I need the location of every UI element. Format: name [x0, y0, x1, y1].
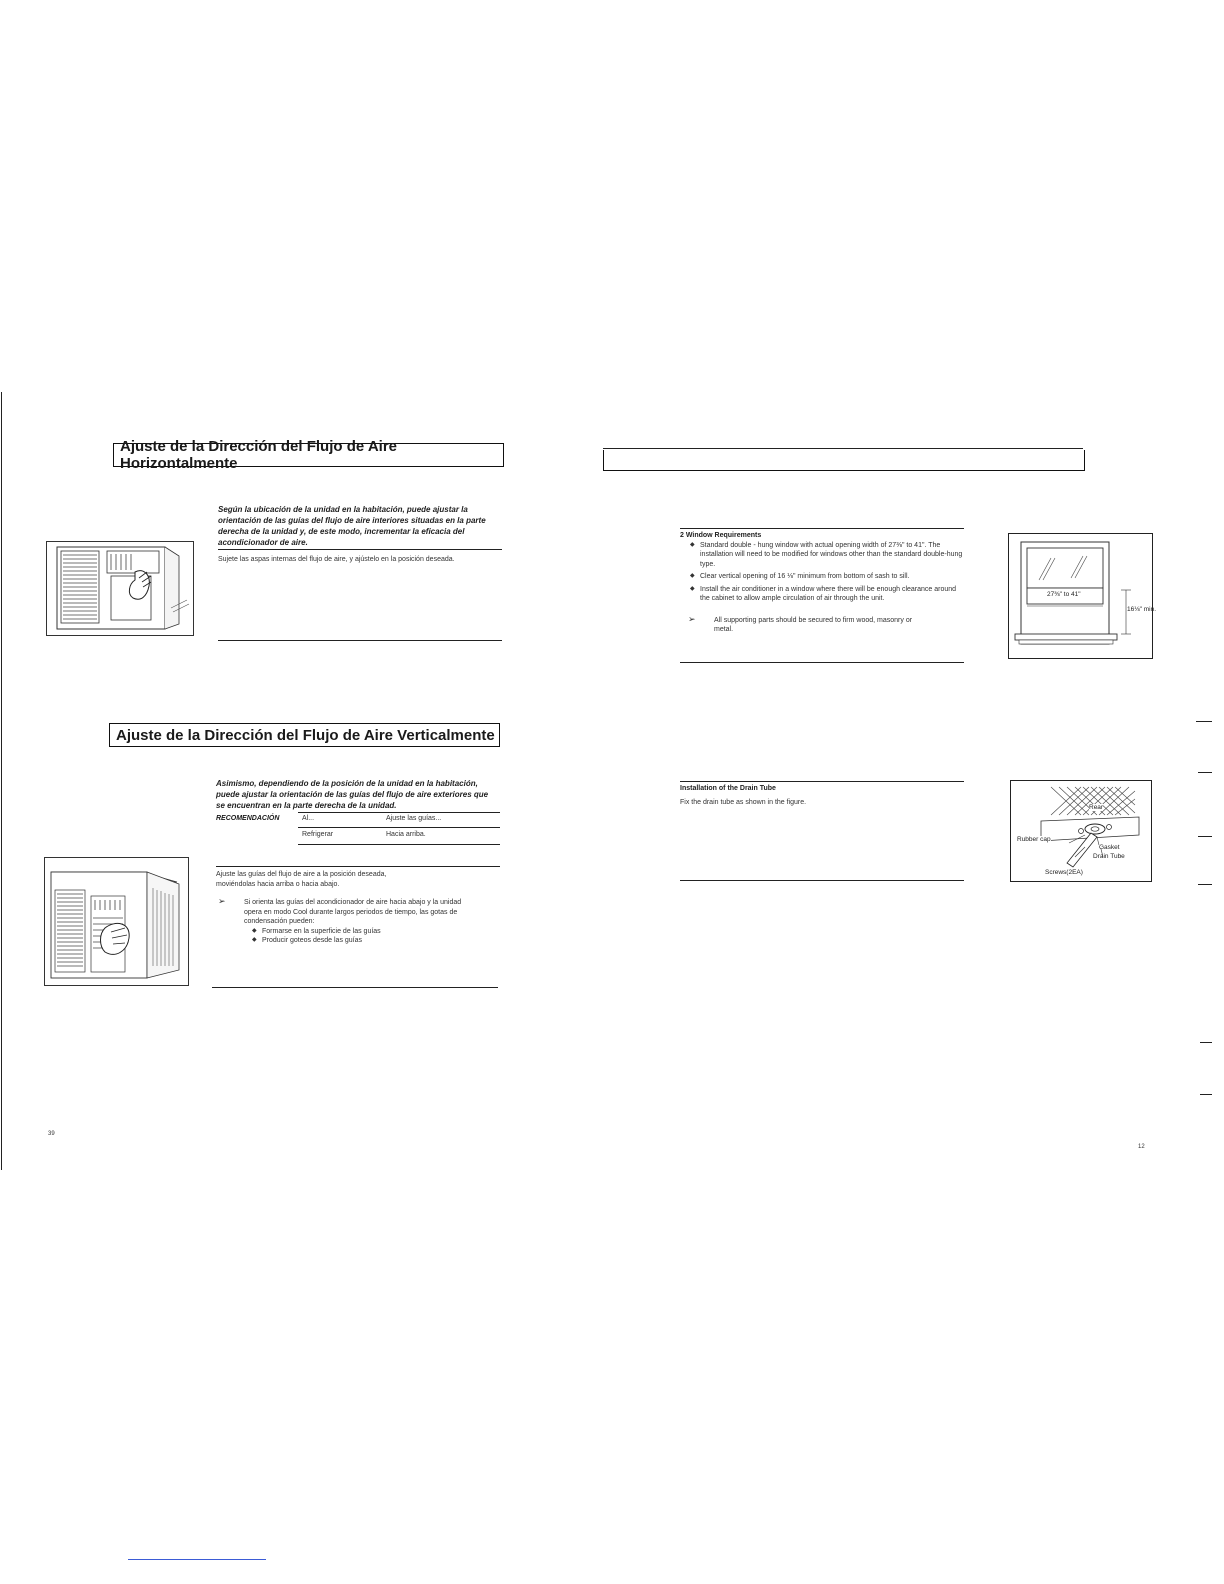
requirement-bullet: ◆ Install the air conditioner in a window where there will be enough clearance around the cabinet to allow ample circulation of air through the unit. — [688, 585, 965, 604]
section-title-horizontal — [113, 438, 504, 472]
drain-tube-heading: Installation of the Drain Tube — [680, 785, 776, 792]
drain-tube-text: Fix the drain tube as shown in the figure. — [680, 798, 807, 806]
recommendation-label: RECOMENDACIÓN — [216, 815, 280, 822]
section-rule — [680, 528, 964, 529]
window-width-label: 27⅜" to 41" — [1047, 591, 1081, 598]
table-rule — [298, 827, 500, 828]
section-title-text: Ajuste de la Dirección del Flujo de Aire Horizontalmente — [120, 438, 398, 472]
condensation-note — [216, 898, 466, 946]
note-text: ➢ Si orienta las guías del acondicionador de aire hacia abajo y la unidad opera en modo Cool durante largos periodos de tiempo, las gotas de condensación pueden: — [216, 898, 466, 927]
section-rule — [218, 549, 502, 550]
table-header-col2: Ajuste las guías... — [386, 815, 442, 822]
window-height-label: 16⅛" min. — [1127, 606, 1157, 613]
edge-tick — [1200, 1042, 1212, 1043]
section-rule — [680, 880, 964, 881]
note-bullet: ◆ Formarse en la superficie de las guías — [250, 927, 466, 937]
section-rule — [216, 866, 500, 867]
label-rear: Rear — [1089, 804, 1104, 811]
left-page-edge — [1, 392, 2, 1170]
table-cell-mode: Refrigerar — [302, 831, 334, 838]
table-cell-direction: Hacia arriba. — [386, 831, 426, 838]
table-rule — [298, 812, 500, 813]
page-number: 39 — [48, 1131, 55, 1137]
section-title-text: Ajuste de la Dirección del Flujo de Aire Verticalmente — [116, 726, 495, 744]
edge-tick — [1200, 1094, 1212, 1095]
ac-horizontal-illustration — [46, 541, 194, 636]
label-screws: Screws(2EA) — [1045, 869, 1083, 876]
label-gasket: Gasket — [1099, 844, 1120, 851]
header-rule — [603, 448, 1083, 449]
section-title-empty — [603, 450, 1085, 471]
instruction-vertical: Ajuste las guías del flujo de aire a la posición deseada, moviéndolas hacia arriba o hacia abajo. — [216, 871, 387, 888]
ac-unit-drawing — [47, 542, 193, 635]
edge-tick — [1198, 884, 1212, 885]
section-rule — [212, 987, 498, 988]
window-requirements — [680, 531, 965, 635]
ac-unit-drawing — [45, 858, 188, 985]
intro-text-horizontal: Según la ubicación de la unidad en la habitación, puede ajustar la orientación de las guías del flujo de aire interiores situadas en la parte derecha de la unidad y, de este modo, incrementar la eficacia del acondicionador de aire. — [218, 505, 486, 547]
section-rule — [218, 640, 502, 641]
drain-tube-section — [680, 784, 965, 807]
section-title-vertical — [109, 723, 500, 747]
table-rule — [298, 844, 500, 845]
intro-text-vertical: Asimismo, dependiendo de la posición de la unidad en la habitación, puede ajustar la orientación de las guías del flujo de aire exteriores que se encuentran en la parte derecha de la unidad. — [216, 779, 489, 810]
section-rule — [680, 662, 964, 663]
label-rubber-cap: Rubber cap — [1017, 836, 1051, 843]
drain-tube-diagram — [1010, 780, 1152, 882]
table-header-col1: Al... — [302, 815, 315, 822]
ac-vertical-illustration — [44, 857, 189, 986]
edge-tick — [1198, 772, 1212, 773]
bottom-blue-line — [128, 1559, 266, 1560]
drain-drawing — [1011, 781, 1151, 881]
requirement-bullet: ◆ Clear vertical opening of 16 ⅛" minimum from bottom of sash to sill. — [688, 572, 965, 582]
requirement-bullet: ◆ Standard double - hung window with actual opening width of 27⅜" to 41". The installation will need to be modified for windows other than the standard double-hung type. — [688, 541, 965, 570]
label-drain-tube: Drain Tube — [1093, 853, 1125, 860]
note-bullet: ◆ Producir goteos desde las guías — [250, 936, 466, 946]
section-rule — [680, 781, 964, 782]
edge-tick — [1198, 836, 1212, 837]
page-number: 12 — [1138, 1144, 1145, 1150]
support-note: ➢ All supporting parts should be secured to firm wood, masonry or metal. — [686, 616, 914, 635]
instruction-horizontal: Sujete las aspas internas del flujo de aire, y ajústelo en la posición deseada. — [218, 556, 455, 563]
window-requirements-heading: 2 Window Requirements — [680, 532, 762, 539]
edge-tick — [1196, 721, 1212, 722]
window-diagram — [1008, 533, 1157, 659]
